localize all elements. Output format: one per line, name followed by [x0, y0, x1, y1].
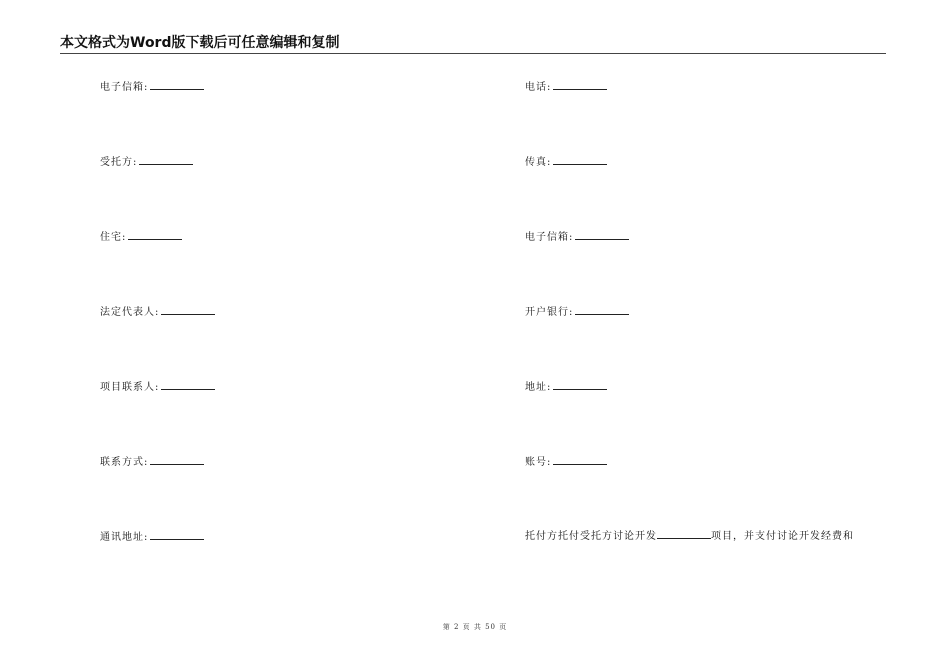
fill-in-blank[interactable]	[161, 304, 215, 315]
field-label: 住宅:	[100, 232, 127, 243]
fill-in-blank[interactable]	[128, 229, 182, 240]
field-address	[525, 379, 607, 395]
field-label: 开户银行:	[525, 307, 574, 318]
fill-in-blank[interactable]	[575, 304, 629, 315]
field-contact-method	[100, 454, 204, 470]
fill-in-blank[interactable]	[139, 154, 193, 165]
field-label: 电子信箱:	[525, 232, 574, 243]
field-label: 电话:	[525, 82, 552, 93]
page-number: 第 2 页 共 50 页	[442, 623, 508, 631]
field-mailing-address	[100, 529, 204, 545]
fill-in-blank[interactable]	[150, 454, 204, 465]
page-header	[60, 34, 886, 54]
clause-text-before: 托付方托付受托方讨论开发	[525, 531, 657, 542]
field-left-email	[100, 79, 204, 95]
fill-in-blank[interactable]	[161, 379, 215, 390]
project-name-blank[interactable]	[657, 528, 711, 539]
header-title: 本文格式为Word版下载后可任意编辑和复制	[60, 35, 340, 51]
page-footer	[0, 622, 950, 632]
field-right-email	[525, 229, 629, 245]
fill-in-blank[interactable]	[553, 454, 607, 465]
field-label: 联系方式:	[100, 457, 149, 468]
field-project-contact	[100, 379, 215, 395]
fill-in-blank[interactable]	[575, 229, 629, 240]
clause-text-after: 项目，并支付讨论开发经费和	[711, 531, 854, 542]
field-legal-representative	[100, 304, 215, 320]
field-label: 账号:	[525, 457, 552, 468]
field-label: 受托方:	[100, 157, 138, 168]
fill-in-blank[interactable]	[150, 529, 204, 540]
field-label: 项目联系人:	[100, 382, 160, 393]
field-trustee	[100, 154, 193, 170]
field-residence	[100, 229, 182, 245]
fill-in-blank[interactable]	[553, 79, 607, 90]
field-label: 传真:	[525, 157, 552, 168]
field-account-number	[525, 454, 607, 470]
field-bank	[525, 304, 629, 320]
contract-clause	[525, 528, 854, 544]
field-fax	[525, 154, 607, 170]
field-phone	[525, 79, 607, 95]
field-label: 地址:	[525, 382, 552, 393]
fill-in-blank[interactable]	[553, 379, 607, 390]
field-label: 通讯地址:	[100, 532, 149, 543]
fill-in-blank[interactable]	[553, 154, 607, 165]
field-label: 电子信箱:	[100, 82, 149, 93]
field-label: 法定代表人:	[100, 307, 160, 318]
fill-in-blank[interactable]	[150, 79, 204, 90]
